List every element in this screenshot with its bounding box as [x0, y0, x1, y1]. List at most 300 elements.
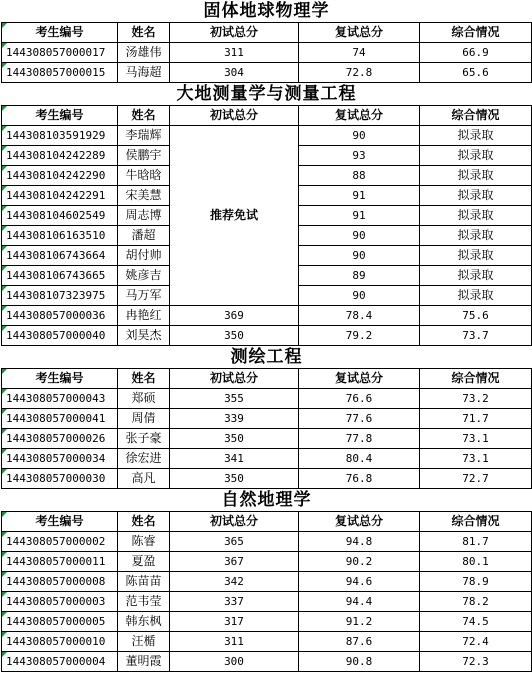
cell-exam-id-text: 144308057000026	[6, 432, 106, 445]
cell-overall[interactable]	[420, 166, 532, 186]
cell-name[interactable]	[118, 532, 170, 552]
text-format-marker-icon	[2, 286, 7, 291]
header-retest-score-text: 复试总分	[334, 514, 383, 528]
cell-overall-text: 74.5	[462, 615, 489, 628]
cell-retest-score[interactable]	[299, 286, 420, 306]
cell-exam-id-text: 144308057000041	[6, 412, 106, 425]
cell-overall-text: 72.4	[462, 635, 489, 648]
header-initial-score[interactable]	[170, 23, 299, 43]
cell-overall-text: 拟录取	[457, 288, 494, 302]
cell-overall[interactable]	[420, 246, 532, 266]
cell-name-text: 夏盈	[131, 554, 156, 568]
cell-name-text: 李瑞辉	[125, 128, 162, 142]
text-format-marker-icon	[2, 306, 7, 311]
cell-initial-score[interactable]	[170, 612, 299, 632]
cell-exam-id[interactable]	[2, 652, 118, 672]
cell-name[interactable]	[118, 206, 170, 226]
header-exam-id[interactable]	[2, 369, 118, 389]
cell-initial-score[interactable]	[170, 532, 299, 552]
cell-overall[interactable]	[420, 572, 532, 592]
cell-retest-score-text: 76.8	[345, 472, 373, 485]
cell-retest-score-text: 89	[352, 269, 366, 282]
header-retest-score-text: 复试总分	[334, 108, 383, 122]
cell-overall[interactable]	[420, 286, 532, 306]
cell-exam-id-text: 144308107323975	[6, 289, 106, 302]
cell-name[interactable]	[118, 632, 170, 652]
cell-overall[interactable]	[420, 612, 532, 632]
header-overall[interactable]	[420, 369, 532, 389]
cell-exam-id[interactable]	[2, 246, 118, 266]
cell-name[interactable]	[118, 306, 170, 326]
cell-exam-id-text: 144308057000017	[6, 46, 106, 59]
header-name-text: 姓名	[131, 514, 156, 528]
cell-overall-text: 拟录取	[457, 228, 494, 242]
cell-retest-score[interactable]	[299, 246, 420, 266]
cell-overall[interactable]	[420, 266, 532, 286]
column-header-row	[2, 106, 532, 126]
cell-exam-id[interactable]	[2, 532, 118, 552]
cell-retest-score[interactable]	[299, 552, 420, 572]
cell-exam-id-text: 144308057000043	[6, 392, 106, 405]
cell-overall[interactable]	[420, 63, 532, 83]
cell-exam-id[interactable]	[2, 552, 118, 572]
cell-retest-score[interactable]	[299, 632, 420, 652]
text-format-marker-icon	[2, 449, 7, 454]
header-overall[interactable]	[420, 106, 532, 126]
cell-name[interactable]	[118, 126, 170, 146]
cell-initial-score[interactable]	[170, 326, 299, 346]
cell-exam-id-text: 144308103591929	[6, 129, 106, 142]
cell-retest-score-text: 91.2	[345, 615, 373, 628]
cell-name-text: 董明霞	[125, 654, 162, 668]
cell-overall[interactable]	[420, 126, 532, 146]
cell-exam-id-text: 144308057000040	[6, 329, 106, 342]
cell-name[interactable]	[118, 266, 170, 286]
text-format-marker-icon	[2, 146, 7, 151]
cell-exam-id-text: 144308057000005	[6, 615, 106, 628]
cell-retest-score-text: 90	[352, 229, 366, 242]
header-initial-score[interactable]	[170, 369, 299, 389]
cell-exam-id[interactable]	[2, 43, 118, 63]
cell-exam-id-text: 144308106743664	[6, 249, 106, 262]
text-format-marker-icon	[2, 206, 7, 211]
cell-retest-score[interactable]	[299, 266, 420, 286]
cell-name-text: 韩东枫	[125, 614, 162, 628]
cell-exam-id-text: 144308057000034	[6, 452, 106, 465]
cell-exam-id[interactable]	[2, 206, 118, 226]
text-format-marker-icon	[2, 369, 7, 374]
cell-overall[interactable]	[420, 186, 532, 206]
cell-retest-score[interactable]	[299, 226, 420, 246]
cell-overall-text: 80.1	[462, 555, 489, 568]
cell-name-text: 胡付帅	[125, 248, 162, 262]
cell-initial-score[interactable]	[170, 63, 299, 83]
cell-overall[interactable]	[420, 592, 532, 612]
cell-overall-text: 78.9	[462, 575, 489, 588]
section-title-row	[2, 489, 532, 512]
cell-name-text: 周志博	[125, 208, 162, 222]
text-format-marker-icon	[2, 43, 7, 48]
header-retest-score-text: 复试总分	[334, 371, 383, 385]
cell-overall[interactable]	[420, 532, 532, 552]
header-overall-text: 综合情况	[451, 371, 500, 385]
cell-initial-score-text: 365	[224, 535, 244, 548]
cell-initial-score-text: 317	[224, 615, 244, 628]
cell-exam-id-text: 144308057000036	[6, 309, 106, 322]
text-format-marker-icon	[2, 326, 7, 331]
cell-retest-score-text: 78.4	[345, 309, 373, 322]
cell-exam-id[interactable]	[2, 449, 118, 469]
cell-overall[interactable]	[420, 652, 532, 672]
text-format-marker-icon	[2, 126, 7, 131]
cell-retest-score-text: 87.6	[345, 635, 373, 648]
cell-name-text: 姚彦吉	[125, 268, 162, 282]
header-initial-score[interactable]	[170, 106, 299, 126]
table-row	[2, 592, 532, 612]
cell-initial-score[interactable]	[170, 592, 299, 612]
header-exam-id-text: 考生编号	[35, 108, 84, 122]
cell-retest-score[interactable]	[299, 206, 420, 226]
cell-exam-id[interactable]	[2, 326, 118, 346]
cell-overall[interactable]	[420, 146, 532, 166]
cell-retest-score-text: 90.8	[345, 655, 373, 668]
cell-exam-id[interactable]	[2, 429, 118, 449]
cell-retest-score[interactable]	[299, 592, 420, 612]
cell-exam-id[interactable]	[2, 226, 118, 246]
cell-exam-id-text: 144308057000011	[6, 555, 106, 568]
cell-overall-text: 72.3	[462, 655, 489, 668]
cell-overall-text: 拟录取	[457, 188, 494, 202]
cell-exam-id[interactable]	[2, 592, 118, 612]
cell-overall[interactable]	[420, 429, 532, 449]
cell-overall[interactable]	[420, 552, 532, 572]
cell-overall[interactable]	[420, 409, 532, 429]
header-overall-text: 综合情况	[451, 108, 500, 122]
cell-name-text: 汤雄伟	[125, 45, 162, 59]
cell-initial-score-text: 304	[224, 66, 244, 79]
cell-name-text: 刘昊杰	[125, 328, 162, 342]
cell-retest-score[interactable]	[299, 63, 420, 83]
cell-name[interactable]	[118, 43, 170, 63]
cell-retest-score-text: 72.8	[345, 66, 373, 79]
cell-exam-id[interactable]	[2, 572, 118, 592]
cell-name[interactable]	[118, 552, 170, 572]
header-name[interactable]	[118, 23, 170, 43]
cell-retest-score[interactable]	[299, 572, 420, 592]
cell-name-text: 马万军	[125, 288, 162, 302]
cell-initial-score[interactable]	[170, 572, 299, 592]
table-row	[2, 449, 532, 469]
cell-initial-score[interactable]	[170, 43, 299, 63]
cell-exam-id[interactable]	[2, 286, 118, 306]
cell-exempt-label-text: 推荐免试	[209, 208, 258, 222]
cell-retest-score-text: 79.2	[345, 329, 373, 342]
table-row	[2, 632, 532, 652]
cell-exam-id-text: 144308057000030	[6, 472, 106, 485]
cell-exam-id[interactable]	[2, 63, 118, 83]
cell-exam-id-text: 144308057000002	[6, 535, 106, 548]
header-retest-score-text: 复试总分	[334, 25, 383, 39]
cell-retest-score-text: 74	[352, 46, 366, 59]
header-exam-id[interactable]	[2, 512, 118, 532]
cell-initial-score-text: 339	[224, 412, 244, 425]
cell-exam-id[interactable]	[2, 166, 118, 186]
cell-retest-score-text: 88	[352, 169, 366, 182]
header-exam-id-text: 考生编号	[35, 25, 84, 39]
cell-overall-text: 73.7	[462, 329, 489, 342]
cell-retest-score[interactable]	[299, 469, 420, 489]
cell-overall-text: 拟录取	[457, 128, 494, 142]
cell-name-text: 马海超	[125, 65, 162, 79]
cell-name[interactable]	[118, 652, 170, 672]
header-initial-score-text: 初试总分	[209, 371, 258, 385]
cell-overall[interactable]	[420, 389, 532, 409]
text-format-marker-icon	[2, 429, 7, 434]
header-name[interactable]	[118, 512, 170, 532]
text-format-marker-icon	[2, 469, 7, 474]
column-header-row	[2, 23, 532, 43]
cell-initial-score[interactable]	[170, 409, 299, 429]
text-format-marker-icon	[2, 552, 7, 557]
cell-initial-score-text: 350	[224, 472, 244, 485]
table-row	[2, 552, 532, 572]
cell-initial-score-text: 311	[224, 46, 244, 59]
cell-retest-score-text: 94.8	[345, 535, 373, 548]
section-title-row	[2, 346, 532, 369]
cell-exam-id[interactable]	[2, 469, 118, 489]
cell-exam-id[interactable]	[2, 409, 118, 429]
cell-retest-score[interactable]	[299, 126, 420, 146]
cell-name[interactable]	[118, 389, 170, 409]
cell-name-text: 张子豪	[125, 431, 162, 445]
cell-retest-score-text: 91	[352, 209, 366, 222]
cell-retest-score-text: 77.8	[345, 432, 373, 445]
cell-retest-score[interactable]	[299, 186, 420, 206]
cell-retest-score[interactable]	[299, 306, 420, 326]
header-exam-id[interactable]	[2, 23, 118, 43]
cell-initial-score[interactable]	[170, 429, 299, 449]
cell-name[interactable]	[118, 429, 170, 449]
cell-retest-score[interactable]	[299, 326, 420, 346]
cell-initial-score-text: 341	[224, 452, 244, 465]
header-initial-score-text: 初试总分	[209, 25, 258, 39]
cell-initial-score[interactable]	[170, 306, 299, 326]
cell-retest-score-text: 90	[352, 249, 366, 262]
section-title[interactable]: 测绘工程	[230, 347, 303, 367]
cell-name[interactable]	[118, 286, 170, 306]
cell-name-text: 陈苗苗	[125, 574, 162, 588]
text-format-marker-icon	[2, 612, 7, 617]
cell-name-text: 侯鹏宇	[125, 148, 162, 162]
cell-overall-text: 拟录取	[457, 168, 494, 182]
cell-overall[interactable]	[420, 206, 532, 226]
table-row	[2, 126, 532, 146]
cell-initial-score-text: 342	[224, 575, 244, 588]
cell-retest-score[interactable]	[299, 166, 420, 186]
cell-name[interactable]	[118, 246, 170, 266]
cell-exam-id-text: 144308057000015	[6, 66, 106, 79]
table-row	[2, 532, 532, 552]
column-header-row	[2, 369, 532, 389]
header-initial-score-text: 初试总分	[209, 108, 258, 122]
cell-retest-score[interactable]	[299, 409, 420, 429]
cell-exam-id-text: 144308104602549	[6, 209, 106, 222]
header-retest-score[interactable]	[299, 23, 420, 43]
cell-initial-score[interactable]	[170, 652, 299, 672]
cell-name[interactable]	[118, 63, 170, 83]
table-row	[2, 326, 532, 346]
cell-initial-score-text: 350	[224, 432, 244, 445]
cell-exam-id[interactable]	[2, 186, 118, 206]
cell-exam-id[interactable]	[2, 389, 118, 409]
header-retest-score[interactable]	[299, 106, 420, 126]
column-header-row	[2, 512, 532, 532]
table-row	[2, 429, 532, 449]
table-row	[2, 572, 532, 592]
cell-name-text: 宋美慧	[125, 188, 162, 202]
cell-name[interactable]	[118, 326, 170, 346]
text-format-marker-icon	[2, 106, 7, 111]
cell-name[interactable]	[118, 449, 170, 469]
cell-retest-score[interactable]	[299, 146, 420, 166]
header-exam-id[interactable]	[2, 106, 118, 126]
text-format-marker-icon	[2, 186, 7, 191]
cell-overall-text: 71.7	[462, 412, 489, 425]
cell-initial-score[interactable]	[170, 552, 299, 572]
table-row	[2, 63, 532, 83]
cell-initial-score[interactable]	[170, 389, 299, 409]
cell-retest-score-text: 76.6	[345, 392, 373, 405]
cell-retest-score-text: 90	[352, 289, 366, 302]
cell-name[interactable]	[118, 186, 170, 206]
text-format-marker-icon	[2, 226, 7, 231]
cell-name[interactable]	[118, 572, 170, 592]
section-title[interactable]: 大地测量学与测量工程	[176, 84, 357, 104]
cell-name-text: 汪楯	[131, 634, 156, 648]
table-row	[2, 612, 532, 632]
cell-retest-score-text: 94.4	[345, 595, 373, 608]
text-format-marker-icon	[2, 572, 7, 577]
cell-name[interactable]	[118, 409, 170, 429]
text-format-marker-icon	[2, 512, 7, 517]
cell-exam-id[interactable]	[2, 146, 118, 166]
cell-retest-score[interactable]	[299, 429, 420, 449]
cell-overall[interactable]	[420, 226, 532, 246]
cell-retest-score[interactable]	[299, 652, 420, 672]
cell-name-text: 范韦莹	[125, 594, 162, 608]
cell-initial-score-text: 350	[224, 329, 244, 342]
cell-overall[interactable]	[420, 306, 532, 326]
cell-exam-id[interactable]	[2, 126, 118, 146]
admission-results-table	[1, 0, 532, 672]
section-title-row	[2, 83, 532, 106]
cell-overall[interactable]	[420, 449, 532, 469]
cell-overall-text: 75.6	[462, 309, 489, 322]
cell-initial-score-text: 311	[224, 635, 244, 648]
header-overall[interactable]	[420, 512, 532, 532]
header-exam-id-text: 考生编号	[35, 371, 84, 385]
section-title-row	[2, 0, 532, 23]
cell-exam-id[interactable]	[2, 306, 118, 326]
cell-retest-score-text: 94.6	[345, 575, 373, 588]
cell-name[interactable]	[118, 226, 170, 246]
cell-name[interactable]	[118, 469, 170, 489]
text-format-marker-icon	[2, 246, 7, 251]
cell-exam-id[interactable]	[2, 266, 118, 286]
section-title[interactable]: 固体地球物理学	[203, 1, 330, 21]
text-format-marker-icon	[2, 409, 7, 414]
header-name-text: 姓名	[131, 371, 156, 385]
header-initial-score-text: 初试总分	[209, 514, 258, 528]
cell-name-text: 高凡	[131, 471, 156, 485]
cell-name[interactable]	[118, 166, 170, 186]
text-format-marker-icon	[2, 166, 7, 171]
cell-overall-text: 66.9	[462, 46, 489, 59]
cell-overall[interactable]	[420, 43, 532, 63]
cell-exam-id-text: 144308104242291	[6, 189, 106, 202]
cell-overall-text: 拟录取	[457, 248, 494, 262]
cell-name[interactable]	[118, 612, 170, 632]
cell-overall[interactable]	[420, 326, 532, 346]
section-title[interactable]: 自然地理学	[221, 490, 312, 510]
cell-name-text: 周倩	[131, 411, 156, 425]
header-overall[interactable]	[420, 23, 532, 43]
cell-initial-score[interactable]	[170, 632, 299, 652]
cell-retest-score[interactable]	[299, 449, 420, 469]
cell-retest-score[interactable]	[299, 612, 420, 632]
text-format-marker-icon	[2, 532, 7, 537]
cell-overall[interactable]	[420, 469, 532, 489]
header-name[interactable]	[118, 106, 170, 126]
cell-name[interactable]	[118, 592, 170, 612]
cell-retest-score[interactable]	[299, 389, 420, 409]
cell-name-text: 郑硕	[131, 391, 156, 405]
cell-exam-id-text: 144308106743665	[6, 269, 106, 282]
header-name[interactable]	[118, 369, 170, 389]
text-format-marker-icon	[2, 592, 7, 597]
cell-exam-id-text: 144308057000003	[6, 595, 106, 608]
table-row	[2, 652, 532, 672]
cell-retest-score-text: 80.4	[345, 452, 373, 465]
cell-retest-score[interactable]	[299, 43, 420, 63]
cell-exam-id-text: 144308057000008	[6, 575, 106, 588]
cell-exam-id-text: 144308104242290	[6, 169, 106, 182]
table-row	[2, 43, 532, 63]
cell-name-text: 潘超	[131, 228, 156, 242]
cell-retest-score-text: 90	[352, 129, 366, 142]
header-name-text: 姓名	[131, 108, 156, 122]
text-format-marker-icon	[2, 63, 7, 68]
header-initial-score[interactable]	[170, 512, 299, 532]
cell-retest-score[interactable]	[299, 532, 420, 552]
cell-name[interactable]	[118, 146, 170, 166]
text-format-marker-icon	[2, 632, 7, 637]
cell-initial-score[interactable]	[170, 449, 299, 469]
cell-exempt-label[interactable]	[170, 126, 299, 306]
cell-exam-id[interactable]	[2, 632, 118, 652]
cell-overall-text: 73.1	[462, 432, 489, 445]
cell-exam-id[interactable]	[2, 612, 118, 632]
text-format-marker-icon	[2, 389, 7, 394]
header-retest-score[interactable]	[299, 369, 420, 389]
header-retest-score[interactable]	[299, 512, 420, 532]
cell-retest-score-text: 91	[352, 189, 366, 202]
cell-overall[interactable]	[420, 632, 532, 652]
cell-initial-score-text: 300	[224, 655, 244, 668]
cell-retest-score-text: 77.6	[345, 412, 373, 425]
cell-name-text: 陈睿	[131, 534, 156, 548]
cell-initial-score[interactable]	[170, 469, 299, 489]
